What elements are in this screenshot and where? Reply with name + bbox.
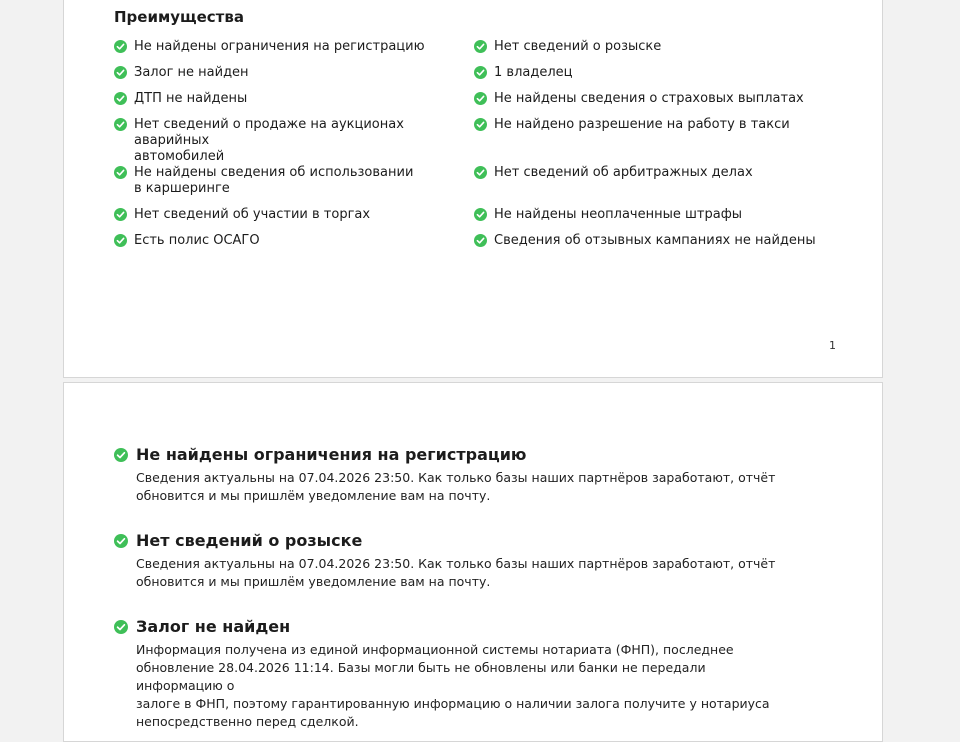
section-description: Информация получена из единой информационной системы нотариата (ФНП), последнее обновление 28.04.2026 11:14. Базы могли быть не обновлены или банки не передали информацию о залоге в ФНП, поэтому гарантированную информацию о наличии залога получите у нотариуса непосредственно перед сделкой. bbox=[136, 642, 770, 729]
advantage-item bbox=[474, 165, 834, 207]
section-description: Сведения актуальны на 07.04.2026 23:50. Как только базы наших партнёров заработают, отчёт обновится и мы пришлём уведомление вам на почту. bbox=[136, 556, 776, 589]
section-header bbox=[114, 531, 794, 550]
check-circle-icon bbox=[114, 208, 127, 221]
check-circle-icon bbox=[114, 118, 127, 131]
check-circle-icon bbox=[474, 166, 487, 179]
advantage-item bbox=[474, 39, 834, 65]
page-number: 1 bbox=[829, 339, 836, 352]
advantage-item bbox=[114, 207, 474, 233]
section-title: Залог не найден bbox=[136, 617, 291, 636]
check-circle-icon bbox=[474, 208, 487, 221]
advantage-text: Не найдено разрешение на работу в такси bbox=[494, 117, 790, 132]
advantages-title: Преимущества bbox=[114, 8, 244, 26]
check-circle-icon bbox=[114, 534, 128, 548]
check-circle-icon bbox=[114, 40, 127, 53]
advantage-text: Нет сведений о розыске bbox=[494, 39, 662, 54]
advantage-item bbox=[474, 207, 834, 233]
advantage-text: Не найдены неоплаченные штрафы bbox=[494, 207, 743, 222]
check-section-pledge bbox=[114, 617, 794, 731]
check-circle-icon bbox=[474, 66, 487, 79]
advantage-item bbox=[114, 233, 474, 259]
check-circle-icon bbox=[114, 66, 127, 79]
advantage-item bbox=[114, 165, 474, 207]
check-section-registration bbox=[114, 445, 794, 505]
section-title: Нет сведений о розыске bbox=[136, 531, 363, 550]
advantage-text: Нет сведений об арбитражных делах bbox=[494, 165, 753, 180]
advantage-item bbox=[474, 91, 834, 117]
advantage-text: Не найдены сведения об использовании в каршеринге bbox=[134, 165, 414, 196]
advantage-item bbox=[474, 117, 834, 165]
check-circle-icon bbox=[474, 92, 487, 105]
check-section-wanted bbox=[114, 531, 794, 591]
advantage-text: Не найдены сведения о страховых выплатах bbox=[494, 91, 804, 106]
report-page-2 bbox=[63, 382, 883, 742]
check-circle-icon bbox=[474, 118, 487, 131]
advantage-text: 1 владелец bbox=[494, 65, 573, 80]
check-circle-icon bbox=[114, 92, 127, 105]
advantage-text: Нет сведений о продаже на аукционах аварийных автомобилей bbox=[134, 117, 404, 164]
check-circle-icon bbox=[474, 234, 487, 247]
advantage-item bbox=[114, 39, 474, 65]
section-description: Сведения актуальны на 07.04.2026 23:50. Как только базы наших партнёров заработают, отчёт обновится и мы пришлём уведомление вам на почту. bbox=[136, 470, 776, 503]
advantage-text: Залог не найден bbox=[134, 65, 249, 80]
section-header bbox=[114, 445, 794, 464]
advantage-item bbox=[114, 117, 474, 165]
section-title: Не найдены ограничения на регистрацию bbox=[136, 445, 527, 464]
advantage-text: Есть полис ОСАГО bbox=[134, 233, 260, 248]
advantage-text: Сведения об отзывных кампаниях не найдены bbox=[494, 233, 816, 248]
advantage-text: ДТП не найдены bbox=[134, 91, 248, 106]
advantage-item bbox=[474, 65, 834, 91]
advantage-item bbox=[474, 233, 834, 259]
check-circle-icon bbox=[114, 234, 127, 247]
check-circle-icon bbox=[114, 166, 127, 179]
check-circle-icon bbox=[114, 620, 128, 634]
advantage-item bbox=[114, 65, 474, 91]
section-header bbox=[114, 617, 794, 636]
advantages-grid bbox=[114, 39, 834, 259]
advantage-item bbox=[114, 91, 474, 117]
advantage-text: Не найдены ограничения на регистрацию bbox=[134, 39, 425, 54]
check-circle-icon bbox=[114, 448, 128, 462]
check-circle-icon bbox=[474, 40, 487, 53]
advantage-text: Нет сведений об участии в торгах bbox=[134, 207, 371, 222]
report-page-1 bbox=[63, 0, 883, 378]
